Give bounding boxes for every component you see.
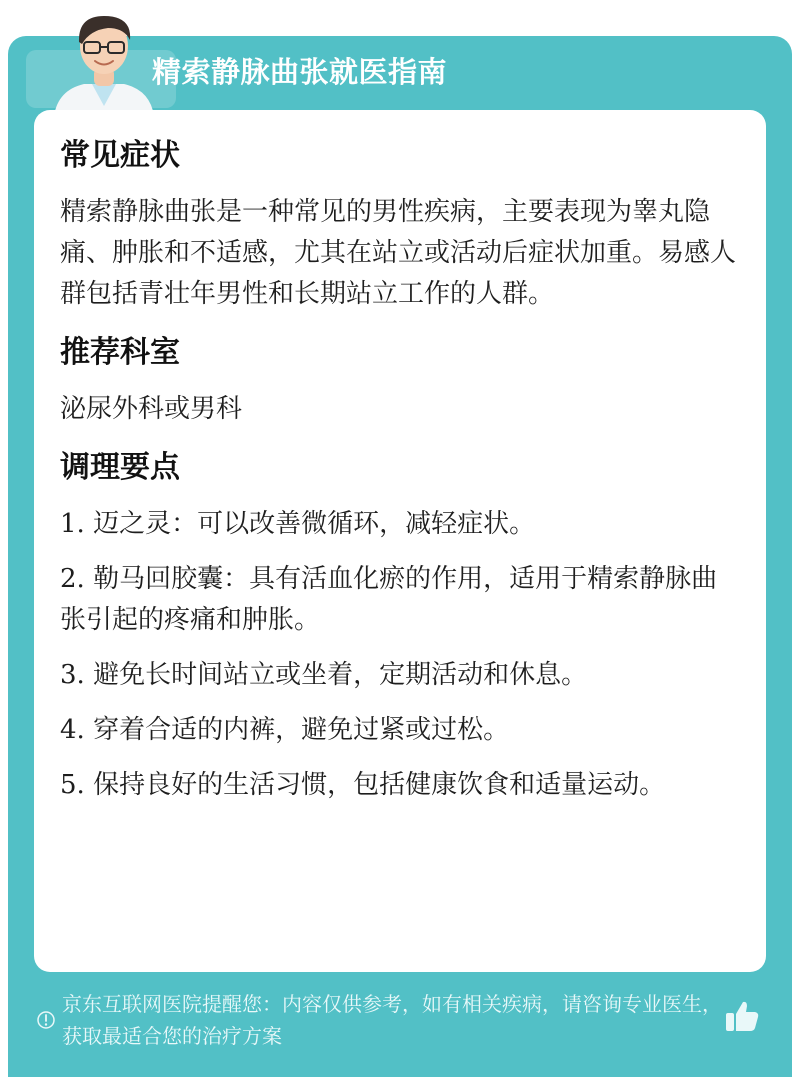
care-item	[60, 710, 740, 751]
care-item	[60, 559, 740, 641]
symptoms-title: 常见症状	[60, 138, 180, 173]
department-text: 泌尿外科或男科	[60, 394, 243, 424]
care-item	[60, 655, 740, 696]
department-title: 推荐科室	[60, 335, 180, 370]
care-item-text: 保持良好的生活习惯，包括健康饮食和适量运动。	[93, 770, 666, 800]
care-item	[60, 504, 740, 545]
care-item-text: 勒马回胶囊：具有活血化瘀的作用，适用于精索静脉曲张引起的疼痛和肿胀。	[60, 564, 718, 635]
care-item-number: 5.	[60, 770, 85, 800]
page-title: 精索静脉曲张就医指南	[152, 55, 448, 89]
care-item-number: 3.	[60, 660, 85, 690]
thumbs-up-icon[interactable]	[722, 996, 762, 1036]
doctor-avatar-icon	[44, 6, 164, 116]
care-item-number: 4.	[60, 715, 85, 745]
disclaimer-text: 京东互联网医院提醒您：内容仅供参考，如有相关疾病，请咨询专业医生，获取最适合您的治疗方案	[62, 992, 722, 1048]
symptoms-text: 精索静脉曲张是一种常见的男性疾病，主要表现为睾丸隐痛、肿胀和不适感，尤其在站立或活动后症状加重。易感人群包括青壮年男性和长期站立工作的人群。	[60, 197, 737, 309]
content-card	[34, 110, 766, 972]
care-item-number: 2.	[60, 564, 85, 594]
care-item-text: 避免长时间站立或坐着，定期活动和休息。	[93, 660, 588, 690]
care-item-text: 迈之灵：可以改善微循环，减轻症状。	[93, 509, 536, 539]
care-title: 调理要点	[60, 450, 180, 485]
care-item	[60, 765, 740, 806]
care-item-text: 穿着合适的内裤，避免过紧或过松。	[93, 715, 510, 745]
info-icon	[36, 1010, 56, 1030]
care-item-number: 1.	[60, 509, 85, 539]
